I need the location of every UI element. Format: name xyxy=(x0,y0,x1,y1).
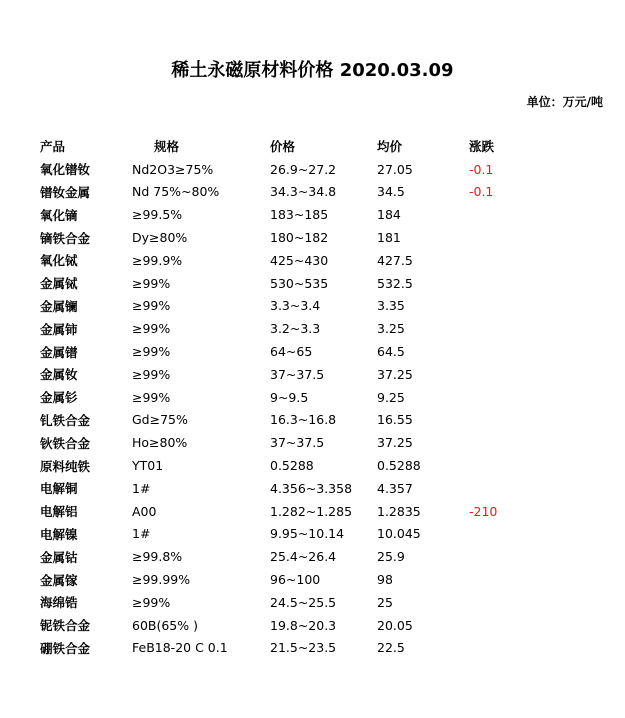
table-row xyxy=(40,317,600,340)
spec-cell: A00 xyxy=(132,503,157,519)
spec-cell: ≥99% xyxy=(132,275,171,291)
change-cell xyxy=(469,545,600,568)
change-cell xyxy=(469,591,600,614)
unit-label: 单位：万元/吨 xyxy=(526,95,603,109)
product-cell: 金属铽 xyxy=(40,276,78,292)
spec-cell: FeB18-20 C 0.1 xyxy=(132,640,228,656)
avg-price-cell: 1.2835 xyxy=(377,503,421,519)
avg-price-cell: 37.25 xyxy=(377,435,413,451)
product-cell: 金属铈 xyxy=(40,321,78,337)
table-row xyxy=(40,386,600,409)
avg-price-cell: 27.05 xyxy=(377,161,413,177)
table-body xyxy=(40,158,600,660)
product-cell: 原料纯铁 xyxy=(40,458,91,474)
avg-price-cell: 37.25 xyxy=(377,366,413,382)
price-cell: 9.95~10.14 xyxy=(270,526,345,542)
product-cell: 氧化镝 xyxy=(40,207,78,223)
spec-cell: Nd2O3≥75% xyxy=(132,161,214,177)
spec-cell: ≥99.99% xyxy=(132,572,191,588)
price-cell: 9~9.5 xyxy=(270,389,309,405)
avg-price-cell: 25.9 xyxy=(377,549,405,565)
change-cell xyxy=(469,272,600,295)
product-cell: 氧化镨钕 xyxy=(40,162,91,178)
spec-cell: ≥99% xyxy=(132,321,171,337)
change-cell xyxy=(469,523,600,546)
avg-price-cell: 3.25 xyxy=(377,321,405,337)
spec-cell: ≥99% xyxy=(132,366,171,382)
avg-price-cell: 25 xyxy=(377,594,393,610)
price-cell: 3.2~3.3 xyxy=(270,321,321,337)
table-row xyxy=(40,249,600,272)
spec-cell: ≥99% xyxy=(132,594,171,610)
price-cell: 37~37.5 xyxy=(270,435,325,451)
change-cell xyxy=(469,340,600,363)
spec-cell: 1# xyxy=(132,480,151,496)
header-change: 涨跌 xyxy=(469,139,495,155)
price-cell: 25.4~26.4 xyxy=(270,549,337,565)
product-cell: 镝铁合金 xyxy=(40,230,91,246)
product-cell: 电解铝 xyxy=(40,504,78,520)
change-cell: -0.1 xyxy=(469,161,494,177)
table-row xyxy=(40,181,600,204)
avg-price-cell: 64.5 xyxy=(377,344,405,360)
spec-cell: Dy≥80% xyxy=(132,230,188,246)
header-price: 价格 xyxy=(270,139,296,155)
price-cell: 26.9~27.2 xyxy=(270,161,337,177)
avg-price-cell: 184 xyxy=(377,207,401,223)
spec-cell: ≥99% xyxy=(132,298,171,314)
header-spec: 规格 xyxy=(154,139,180,155)
avg-price-cell: 10.045 xyxy=(377,526,421,542)
price-cell: 96~100 xyxy=(270,572,321,588)
change-cell xyxy=(469,317,600,340)
spec-cell: ≥99.8% xyxy=(132,549,183,565)
table-row xyxy=(40,340,600,363)
change-cell xyxy=(469,295,600,318)
table-row xyxy=(40,614,600,637)
spec-cell: ≥99% xyxy=(132,344,171,360)
table-row xyxy=(40,295,600,318)
price-cell: 19.8~20.3 xyxy=(270,617,337,633)
avg-price-cell: 3.35 xyxy=(377,298,405,314)
change-cell xyxy=(469,568,600,591)
product-cell: 金属镧 xyxy=(40,298,78,314)
product-cell: 金属钴 xyxy=(40,549,78,565)
change-cell xyxy=(469,386,600,409)
product-cell: 硼铁合金 xyxy=(40,640,91,656)
product-cell: 镨钕金属 xyxy=(40,184,91,200)
price-cell: 37~37.5 xyxy=(270,366,325,382)
product-cell: 钆铁合金 xyxy=(40,412,91,428)
table-header-row xyxy=(40,135,600,158)
header-avg: 均价 xyxy=(377,139,403,155)
table-row xyxy=(40,431,600,454)
table-row xyxy=(40,477,600,500)
product-cell: 海绵锆 xyxy=(40,595,78,611)
table-row xyxy=(40,203,600,226)
table-row xyxy=(40,272,600,295)
table-row xyxy=(40,591,600,614)
avg-price-cell: 20.05 xyxy=(377,617,413,633)
spec-cell: YT01 xyxy=(132,458,164,474)
change-cell: -210 xyxy=(469,503,498,519)
spec-cell: 60B(65% ) xyxy=(132,617,198,633)
product-cell: 金属镓 xyxy=(40,572,78,588)
spec-cell: Nd 75%~80% xyxy=(132,184,220,200)
spec-cell: Gd≥75% xyxy=(132,412,188,428)
avg-price-cell: 0.5288 xyxy=(377,458,421,474)
table-row xyxy=(40,637,600,660)
spec-cell: ≥99.5% xyxy=(132,207,183,223)
avg-price-cell: 427.5 xyxy=(377,252,413,268)
price-cell: 425~430 xyxy=(270,252,329,268)
table-row xyxy=(40,409,600,432)
avg-price-cell: 4.357 xyxy=(377,480,413,496)
price-cell: 530~535 xyxy=(270,275,329,291)
price-table xyxy=(40,135,600,659)
avg-price-cell: 34.5 xyxy=(377,184,405,200)
avg-price-cell: 16.55 xyxy=(377,412,413,428)
change-cell: -0.1 xyxy=(469,184,494,200)
product-cell: 金属钐 xyxy=(40,390,78,406)
change-cell xyxy=(469,477,600,500)
change-cell xyxy=(469,249,600,272)
avg-price-cell: 98 xyxy=(377,572,393,588)
product-cell: 氧化铽 xyxy=(40,253,78,269)
price-cell: 183~185 xyxy=(270,207,329,223)
product-cell: 金属镨 xyxy=(40,344,78,360)
spec-cell: ≥99% xyxy=(132,389,171,405)
table-row xyxy=(40,454,600,477)
page-title: 稀土永磁原材料价格 2020.03.09 xyxy=(171,60,454,81)
product-cell: 电解铜 xyxy=(40,481,78,497)
change-cell xyxy=(469,637,600,660)
change-cell xyxy=(469,203,600,226)
change-cell xyxy=(469,363,600,386)
avg-price-cell: 181 xyxy=(377,230,401,246)
price-cell: 180~182 xyxy=(270,230,329,246)
avg-price-cell: 22.5 xyxy=(377,640,405,656)
price-cell: 1.282~1.285 xyxy=(270,503,353,519)
table-row xyxy=(40,158,600,181)
table-row xyxy=(40,523,600,546)
product-cell: 铌铁合金 xyxy=(40,618,91,634)
change-cell xyxy=(469,454,600,477)
change-cell xyxy=(469,226,600,249)
price-cell: 24.5~25.5 xyxy=(270,594,337,610)
price-cell: 34.3~34.8 xyxy=(270,184,337,200)
spec-cell: 1# xyxy=(132,526,151,542)
change-cell xyxy=(469,409,600,432)
change-cell xyxy=(469,614,600,637)
avg-price-cell: 9.25 xyxy=(377,389,405,405)
price-cell: 64~65 xyxy=(270,344,313,360)
product-cell: 电解镍 xyxy=(40,526,78,542)
product-cell: 钬铁合金 xyxy=(40,435,91,451)
avg-price-cell: 532.5 xyxy=(377,275,413,291)
price-cell: 21.5~23.5 xyxy=(270,640,337,656)
price-cell: 0.5288 xyxy=(270,458,314,474)
spec-cell: Ho≥80% xyxy=(132,435,188,451)
header-product: 产品 xyxy=(40,139,66,155)
change-cell xyxy=(469,431,600,454)
table-row xyxy=(40,500,600,523)
product-cell: 金属钕 xyxy=(40,367,78,383)
price-cell: 4.356~3.358 xyxy=(270,480,353,496)
table-row xyxy=(40,545,600,568)
table-row xyxy=(40,568,600,591)
table-row xyxy=(40,226,600,249)
spec-cell: ≥99.9% xyxy=(132,252,183,268)
table-row xyxy=(40,363,600,386)
price-cell: 3.3~3.4 xyxy=(270,298,321,314)
price-cell: 16.3~16.8 xyxy=(270,412,337,428)
